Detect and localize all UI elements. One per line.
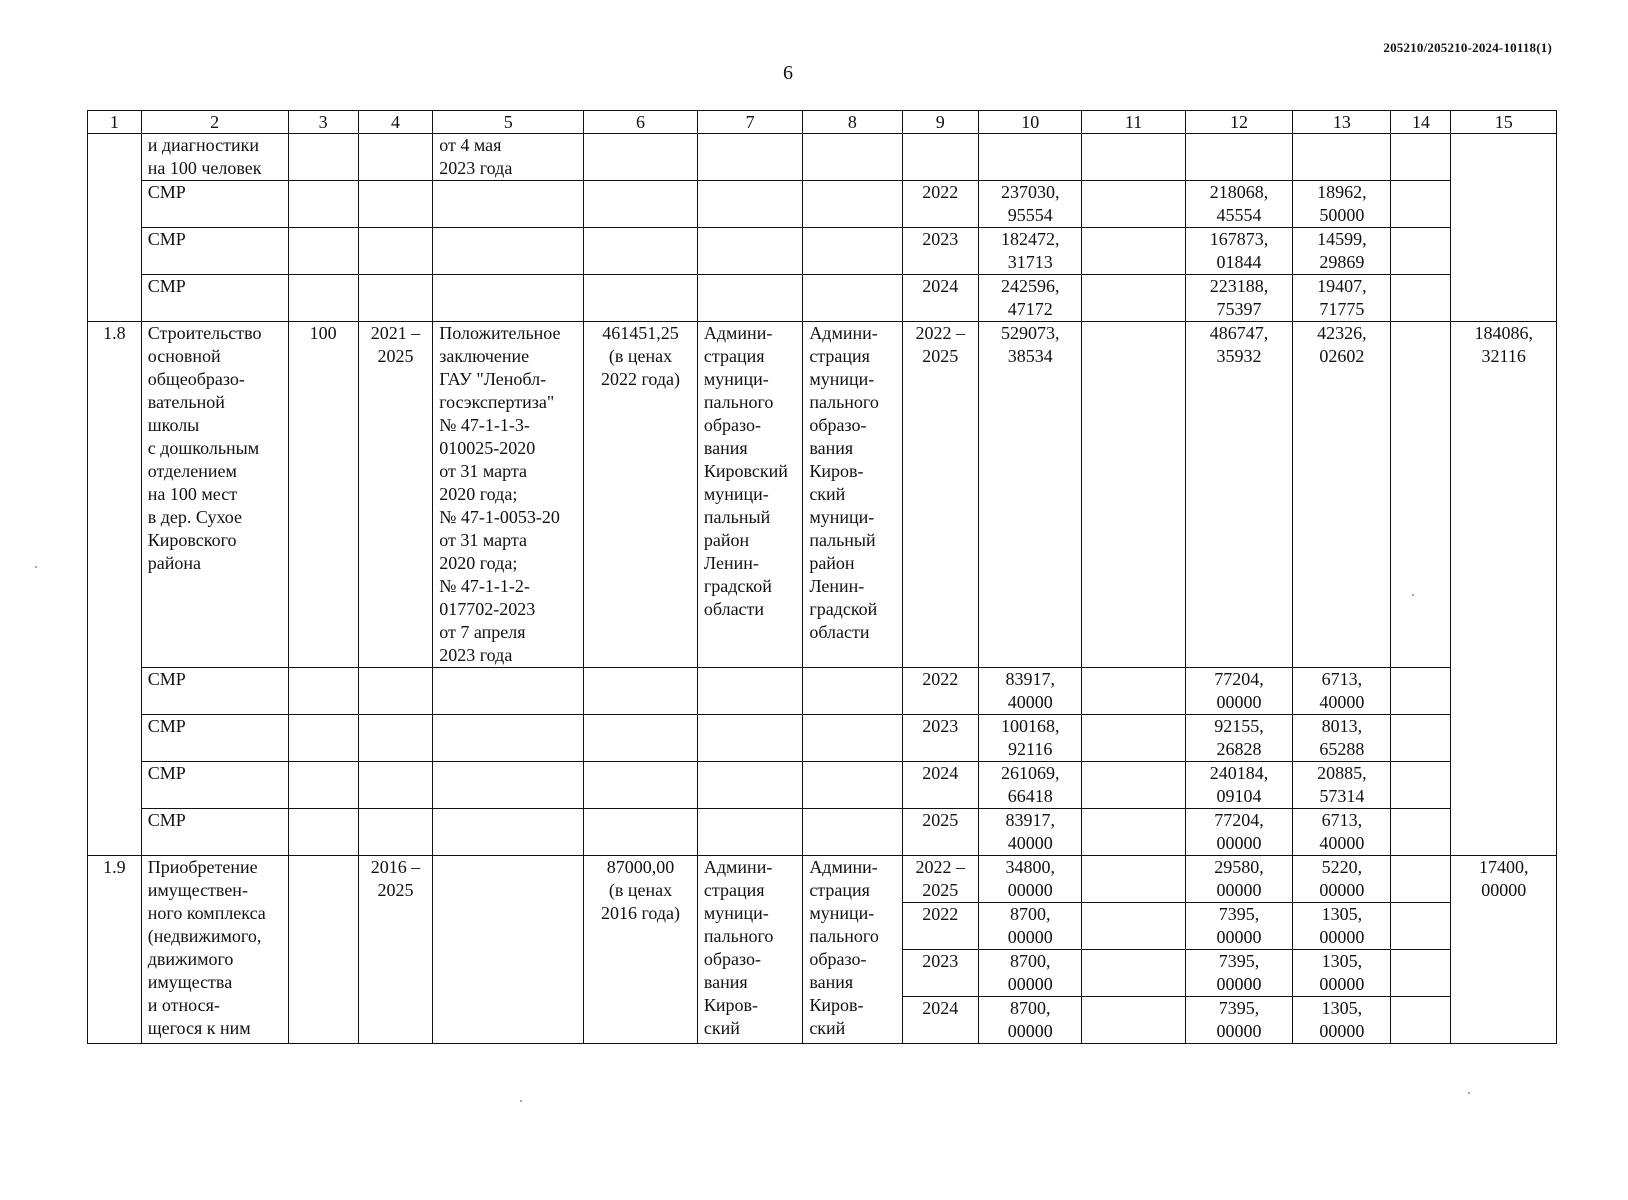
period-cell: 2021 – 2025 bbox=[358, 322, 432, 668]
expertise-cell: от 4 мая 2023 года bbox=[433, 134, 584, 181]
regional-cell: 223188, 75397 bbox=[1185, 275, 1293, 322]
regional-cell: 167873, 01844 bbox=[1185, 228, 1293, 275]
empty-cell bbox=[697, 228, 802, 275]
year-cell: 2022 bbox=[902, 668, 978, 715]
developer-cell: Админи- страция муници- пального образо- вания Киров- ский муници- пальный район Ленин- градской области bbox=[803, 322, 902, 668]
empty-cell bbox=[433, 228, 584, 275]
scan-speck bbox=[1468, 1092, 1470, 1094]
empty-cell bbox=[288, 181, 358, 228]
empty-cell bbox=[1391, 322, 1451, 668]
col-header: 13 bbox=[1293, 111, 1391, 134]
empty-cell bbox=[288, 134, 358, 181]
regional-cell: 77204, 00000 bbox=[1185, 668, 1293, 715]
empty-cell bbox=[697, 809, 802, 856]
year-cell: 2023 bbox=[902, 228, 978, 275]
empty-cell bbox=[803, 668, 902, 715]
empty-cell bbox=[697, 715, 802, 762]
empty-cell bbox=[697, 181, 802, 228]
col-header: 12 bbox=[1185, 111, 1293, 134]
year-cell: 2024 bbox=[902, 275, 978, 322]
col-header: 4 bbox=[358, 111, 432, 134]
document-id: 205210/205210-2024-10118(1) bbox=[1383, 40, 1552, 55]
local-cell: 20885, 57314 bbox=[1293, 762, 1391, 809]
work-type-cell: СМР bbox=[141, 181, 288, 228]
empty-cell bbox=[1391, 668, 1451, 715]
col-header: 1 bbox=[88, 111, 142, 134]
empty-cell bbox=[1391, 903, 1451, 950]
table-row bbox=[88, 668, 1557, 715]
empty-cell bbox=[1082, 809, 1185, 856]
empty-cell bbox=[584, 134, 698, 181]
item-number: 1.9 bbox=[88, 856, 142, 1044]
empty-cell bbox=[1082, 715, 1185, 762]
empty-cell bbox=[1451, 134, 1557, 322]
year-cell: 2023 bbox=[902, 950, 978, 997]
empty-cell bbox=[584, 181, 698, 228]
empty-cell bbox=[803, 228, 902, 275]
year-cell: 2024 bbox=[902, 997, 978, 1044]
empty-cell bbox=[1391, 950, 1451, 997]
local-cell: 14599, 29869 bbox=[1293, 228, 1391, 275]
local-cell: 1305, 00000 bbox=[1293, 950, 1391, 997]
table-row bbox=[88, 228, 1557, 275]
empty-cell bbox=[1082, 762, 1185, 809]
empty-cell bbox=[358, 668, 432, 715]
empty-cell bbox=[1391, 762, 1451, 809]
total-cell: 182472, 31713 bbox=[979, 228, 1082, 275]
total-cell: 34800, 00000 bbox=[979, 856, 1082, 903]
years-cell: 2022 – 2025 bbox=[902, 322, 978, 668]
object-name-cell: Строительство основной общеобразо- вательной школы с дошкольным отделением на 100 мест в дер. Сухое Кировского района bbox=[141, 322, 288, 668]
empty-cell bbox=[358, 228, 432, 275]
object-name-cell: и диагностики на 100 человек bbox=[141, 134, 288, 181]
regional-cell: 218068, 45554 bbox=[1185, 181, 1293, 228]
local-cell: 42326, 02602 bbox=[1293, 322, 1391, 668]
local-cell: 5220, 00000 bbox=[1293, 856, 1391, 903]
empty-cell bbox=[1082, 856, 1185, 903]
scan-speck bbox=[520, 1100, 522, 1102]
empty-cell bbox=[1082, 950, 1185, 997]
col-header: 3 bbox=[288, 111, 358, 134]
work-type-cell: СМР bbox=[141, 809, 288, 856]
empty-cell bbox=[358, 134, 432, 181]
empty-cell bbox=[697, 668, 802, 715]
col15-cell: 17400, 00000 bbox=[1451, 856, 1557, 1044]
col-header: 10 bbox=[979, 111, 1082, 134]
developer-cell: Админи- страция муници- пального образо- вания Киров- ский bbox=[803, 856, 902, 1044]
year-cell: 2025 bbox=[902, 809, 978, 856]
empty-cell bbox=[1391, 997, 1451, 1044]
empty-cell bbox=[584, 715, 698, 762]
empty-cell bbox=[1293, 134, 1391, 181]
year-cell: 2023 bbox=[902, 715, 978, 762]
work-type-cell: СМР bbox=[141, 668, 288, 715]
local-cell: 1305, 00000 bbox=[1293, 997, 1391, 1044]
local-cell: 18962, 50000 bbox=[1293, 181, 1391, 228]
empty-cell bbox=[803, 275, 902, 322]
col15-cell: 184086, 32116 bbox=[1451, 322, 1557, 856]
table-row bbox=[88, 134, 1557, 181]
empty-cell bbox=[1082, 181, 1185, 228]
empty-cell bbox=[433, 809, 584, 856]
work-type-cell: СМР bbox=[141, 762, 288, 809]
empty-cell bbox=[1082, 997, 1185, 1044]
local-cell: 19407, 71775 bbox=[1293, 275, 1391, 322]
program-table bbox=[87, 110, 1557, 1044]
empty-cell bbox=[358, 715, 432, 762]
local-cell: 1305, 00000 bbox=[1293, 903, 1391, 950]
num-cell bbox=[88, 134, 142, 322]
empty-cell bbox=[433, 715, 584, 762]
col-header: 8 bbox=[803, 111, 902, 134]
empty-cell bbox=[803, 181, 902, 228]
table-row bbox=[88, 275, 1557, 322]
regional-cell: 7395, 00000 bbox=[1185, 997, 1293, 1044]
regional-cell: 29580, 00000 bbox=[1185, 856, 1293, 903]
empty-cell bbox=[1391, 228, 1451, 275]
col-header: 11 bbox=[1082, 111, 1185, 134]
customer-cell: Админи- страция муници- пального образо- вания Киров- ский bbox=[697, 856, 802, 1044]
year-cell: 2022 bbox=[902, 181, 978, 228]
empty-cell bbox=[1391, 134, 1451, 181]
empty-cell bbox=[433, 181, 584, 228]
col-header: 15 bbox=[1451, 111, 1557, 134]
empty-cell bbox=[584, 762, 698, 809]
empty-cell bbox=[358, 181, 432, 228]
empty-cell bbox=[288, 275, 358, 322]
empty-cell bbox=[902, 134, 978, 181]
regional-cell: 7395, 00000 bbox=[1185, 903, 1293, 950]
empty-cell bbox=[584, 668, 698, 715]
expertise-cell: Положительное заключение ГАУ "Ленобл- госэкспертиза" № 47-1-1-3- 010025-2020 от 31 марта 2020 года; № 47-1-0053-20 от 31 марта 2020 года; № 47-1-1-2- 017702-2023 от 7 апреля 2023 года bbox=[433, 322, 584, 668]
total-cell: 8700, 00000 bbox=[979, 903, 1082, 950]
empty-cell bbox=[433, 762, 584, 809]
empty-cell bbox=[697, 762, 802, 809]
empty-cell bbox=[1082, 134, 1185, 181]
scan-speck bbox=[35, 566, 37, 568]
empty-cell bbox=[1082, 228, 1185, 275]
empty-cell bbox=[1082, 322, 1185, 668]
regional-cell: 240184, 09104 bbox=[1185, 762, 1293, 809]
total-cell: 261069, 66418 bbox=[979, 762, 1082, 809]
col-header: 14 bbox=[1391, 111, 1451, 134]
empty-cell bbox=[697, 275, 802, 322]
empty-cell bbox=[1082, 903, 1185, 950]
empty-cell bbox=[803, 762, 902, 809]
empty-cell bbox=[1391, 275, 1451, 322]
empty-cell bbox=[803, 809, 902, 856]
col-header: 5 bbox=[433, 111, 584, 134]
total-cell: 83917, 40000 bbox=[979, 668, 1082, 715]
table-row bbox=[88, 715, 1557, 762]
empty-cell bbox=[433, 856, 584, 1044]
local-cell: 6713, 40000 bbox=[1293, 809, 1391, 856]
empty-cell bbox=[1185, 134, 1293, 181]
period-cell: 2016 – 2025 bbox=[358, 856, 432, 1044]
col-header: 2 bbox=[141, 111, 288, 134]
year-cell: 2024 bbox=[902, 762, 978, 809]
empty-cell bbox=[288, 228, 358, 275]
empty-cell bbox=[979, 134, 1082, 181]
item-number: 1.8 bbox=[88, 322, 142, 856]
regional-cell: 92155, 26828 bbox=[1185, 715, 1293, 762]
total-cell: 83917, 40000 bbox=[979, 809, 1082, 856]
empty-cell bbox=[1391, 809, 1451, 856]
empty-cell bbox=[584, 228, 698, 275]
empty-cell bbox=[433, 275, 584, 322]
empty-cell bbox=[433, 668, 584, 715]
empty-cell bbox=[358, 809, 432, 856]
empty-cell bbox=[288, 809, 358, 856]
page-number: 6 bbox=[783, 62, 793, 84]
column-number-row bbox=[88, 111, 1557, 134]
table-row bbox=[88, 856, 1557, 903]
empty-cell bbox=[358, 762, 432, 809]
empty-cell bbox=[584, 275, 698, 322]
cost-cell: 461451,25 (в ценах 2022 года) bbox=[584, 322, 698, 668]
year-cell: 2022 – 2025 bbox=[902, 856, 978, 903]
total-cell: 237030, 95554 bbox=[979, 181, 1082, 228]
customer-cell: Админи- страция муници- пального образо- вания Кировский муници- пальный район Ленин- градской области bbox=[697, 322, 802, 668]
total-cell: 529073, 38534 bbox=[979, 322, 1082, 668]
empty-cell bbox=[288, 762, 358, 809]
empty-cell bbox=[288, 668, 358, 715]
total-cell: 100168, 92116 bbox=[979, 715, 1082, 762]
col-header: 6 bbox=[584, 111, 698, 134]
empty-cell bbox=[358, 275, 432, 322]
table-row bbox=[88, 809, 1557, 856]
capacity-cell: 100 bbox=[288, 322, 358, 668]
object-name-cell: Приобретение имуществен- ного комплекса (недвижимого, движимого имущества и относя- щегося к ним bbox=[141, 856, 288, 1044]
empty-cell bbox=[1391, 715, 1451, 762]
work-type-cell: СМР bbox=[141, 275, 288, 322]
local-cell: 8013, 65288 bbox=[1293, 715, 1391, 762]
empty-cell bbox=[288, 715, 358, 762]
regional-cell: 7395, 00000 bbox=[1185, 950, 1293, 997]
work-type-cell: СМР bbox=[141, 228, 288, 275]
empty-cell bbox=[697, 134, 802, 181]
col-header: 9 bbox=[902, 111, 978, 134]
col-header: 7 bbox=[697, 111, 802, 134]
empty-cell bbox=[1391, 856, 1451, 903]
total-cell: 8700, 00000 bbox=[979, 950, 1082, 997]
table-row bbox=[88, 322, 1557, 668]
table-row bbox=[88, 181, 1557, 228]
table-row bbox=[88, 762, 1557, 809]
empty-cell bbox=[803, 134, 902, 181]
empty-cell bbox=[803, 715, 902, 762]
regional-cell: 486747, 35932 bbox=[1185, 322, 1293, 668]
year-cell: 2022 bbox=[902, 903, 978, 950]
regional-cell: 77204, 00000 bbox=[1185, 809, 1293, 856]
empty-cell bbox=[1082, 275, 1185, 322]
empty-cell bbox=[584, 809, 698, 856]
total-cell: 242596, 47172 bbox=[979, 275, 1082, 322]
local-cell: 6713, 40000 bbox=[1293, 668, 1391, 715]
work-type-cell: СМР bbox=[141, 715, 288, 762]
empty-cell bbox=[1391, 181, 1451, 228]
empty-cell bbox=[1082, 668, 1185, 715]
total-cell: 8700, 00000 bbox=[979, 997, 1082, 1044]
empty-cell bbox=[288, 856, 358, 1044]
scan-speck bbox=[1412, 594, 1414, 596]
cost-cell: 87000,00 (в ценах 2016 года) bbox=[584, 856, 698, 1044]
